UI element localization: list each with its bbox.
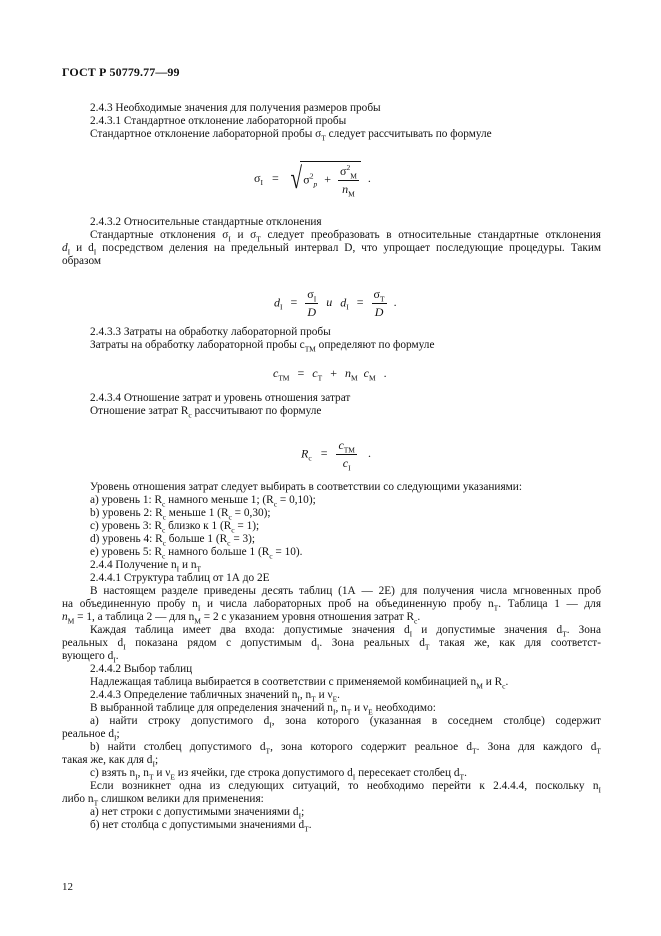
paragraph: $n_M = 1$, а таблица 2 — для $n_M = 2$ с указанием уровня отношения затрат $R_с$. [62,611,421,626]
list-item: b) найти столбец допустимого $d_T$, зона которого содержит реальное $d_T$. Зона для каждого $d_T$ [90,741,601,756]
paragraph: Надлежащая таблица выбирается в соответствии с применяемой комбинацией $n_M$ и $R_с$. [90,676,509,691]
paragraph: $d_I$ и $d_I$ посредством деления на предельный интервал D, что упрощает последующие процедуры. Таким [62,242,602,257]
section-2-4-3-heading: 2.4.3 Необходимые значения для получения размеров пробы [90,102,381,114]
paragraph: Затраты на обработку лабораторной пробы $c_{ТМ}$ определяют по формуле [90,339,435,354]
section-2-4-4-2-heading: 2.4.4.2 Выбор таблиц [90,663,193,675]
list-item: с) взять $n_I$, $n_T$ и $\nu_Е$ из ячейки, где строка допустимого $d_I$ пересекает столбец $d_T$. [90,767,467,782]
list-item: а) найти строку допустимого $d_I$, зона которого (указанная в соседнем столбце) содержит [90,715,601,730]
section-2-4-4-1-heading: 2.4.4.1 Структура таблиц от 1А до 2Е [90,572,270,584]
page-number: 12 [62,881,73,893]
section-2-4-3-1-heading: 2.4.3.1 Стандартное отклонение лабораторной пробы [90,115,347,127]
sqrt-icon: √ [290,162,302,195]
formula-c-tm: $c_{ТМ} = c_Т + n_М$ $c_М$ . [273,366,387,383]
paragraph: Отношение затрат $R_с$ рассчитывают по формуле [90,405,322,420]
paragraph: Если возникнет одна из следующих ситуаций, то необходимо перейти к 2.4.4.4, поскольку $n_I$ [90,780,601,795]
list-item: а) нет строки с допустимыми значениями $d_I$; [90,806,305,821]
paragraph: В выбранной таблице для определения значений $n_I$, $n_T$ и $\nu_Е$ необходимо: [90,702,436,717]
section-2-4-3-3-heading: 2.4.3.3 Затраты на обработку лабораторной пробы [90,326,331,338]
list-item: реальное $d_I$; [62,728,120,743]
paragraph: В настоящем разделе приведены десять таблиц (1А — 2Е) для получения числа мгновенных проб [90,585,601,597]
list-item: d) уровень 4: $R_с$ больше 1 $(R_с = 3)$; [90,533,256,548]
paragraph: Стандартные отклонения $\sigma_I$ и $\sigma_T$ следует преобразовать в относительные стандартные отклонения [90,229,601,244]
formula-sigma-t: $\sigma_I = √\sigma^2_p$ + $\frac{\sigma^2_M}{n_M}$ . [254,162,371,199]
list-item: е) уровень 5: $R_с$ намного больше 1 $(R_с = 10)$. [90,546,303,561]
list-item: с) уровень 3: $R_с$ близко к 1 $(R_с = 1)$; [90,520,260,535]
paragraph: на объединенную пробу $n_I$ и числа лабораторных проб на объединенную пробу $n_T$. Таблица 1 — для [62,598,602,613]
list-item: b) уровень 2: $R_с$ меньше 1 $(R_с = 0,30)$; [90,507,271,522]
section-2-4-3-2-heading: 2.4.3.2 Относительные стандартные отклонения [90,216,322,228]
section-2-4-4-3-heading: 2.4.4.3 Определение табличных значений $n_I$, $n_T$ и $\nu_Е$. [90,689,340,704]
paragraph: вующего $d_I$. [62,650,119,665]
paragraph: образом [62,255,102,267]
list-item: такая же, как для $d_I$; [62,754,159,769]
list-item: б) нет столбца с допустимыми значениями $d_T$. [90,819,312,834]
formula-d: $d_I$ = $\frac{\sigma_I}{D}$ и $d_I$ = $\frac{\sigma_T}{D}$ . [274,287,397,319]
formula-r-c: $R_с$ = $\frac{c_{ТМ}}{c_I}$ . [301,438,371,473]
paragraph: Уровень отношения затрат следует выбирать в соответствии со следующими указаниями: [90,481,522,493]
section-2-4-4-heading: 2.4.4 Получение $n_I$ и $n_T$ [90,559,202,574]
list-item: а) уровень 1: $R_с$ намного меньше 1; $(R_с = 0,10)$; [90,494,316,509]
document-code: ГОСТ Р 50779.77—99 [62,65,180,79]
section-2-4-3-4-heading: 2.4.3.4 Отношение затрат и уровень отношения затрат [90,392,351,404]
paragraph: Стандартное отклонение лабораторной пробы $\sigma_T$ следует рассчитывать по формуле [90,128,492,143]
paragraph: Каждая таблица имеет два входа: допустимые значения $d_I$ и допустимые значения $d_T$. Зона [90,624,601,639]
paragraph: либо $n_T$ слишком велики для применения: [62,793,264,808]
paragraph: реальных $d_I$ показана рядом с допустимым $d_I$. Зона реальных $d_T$ такая же, как для соответст- [62,637,601,652]
